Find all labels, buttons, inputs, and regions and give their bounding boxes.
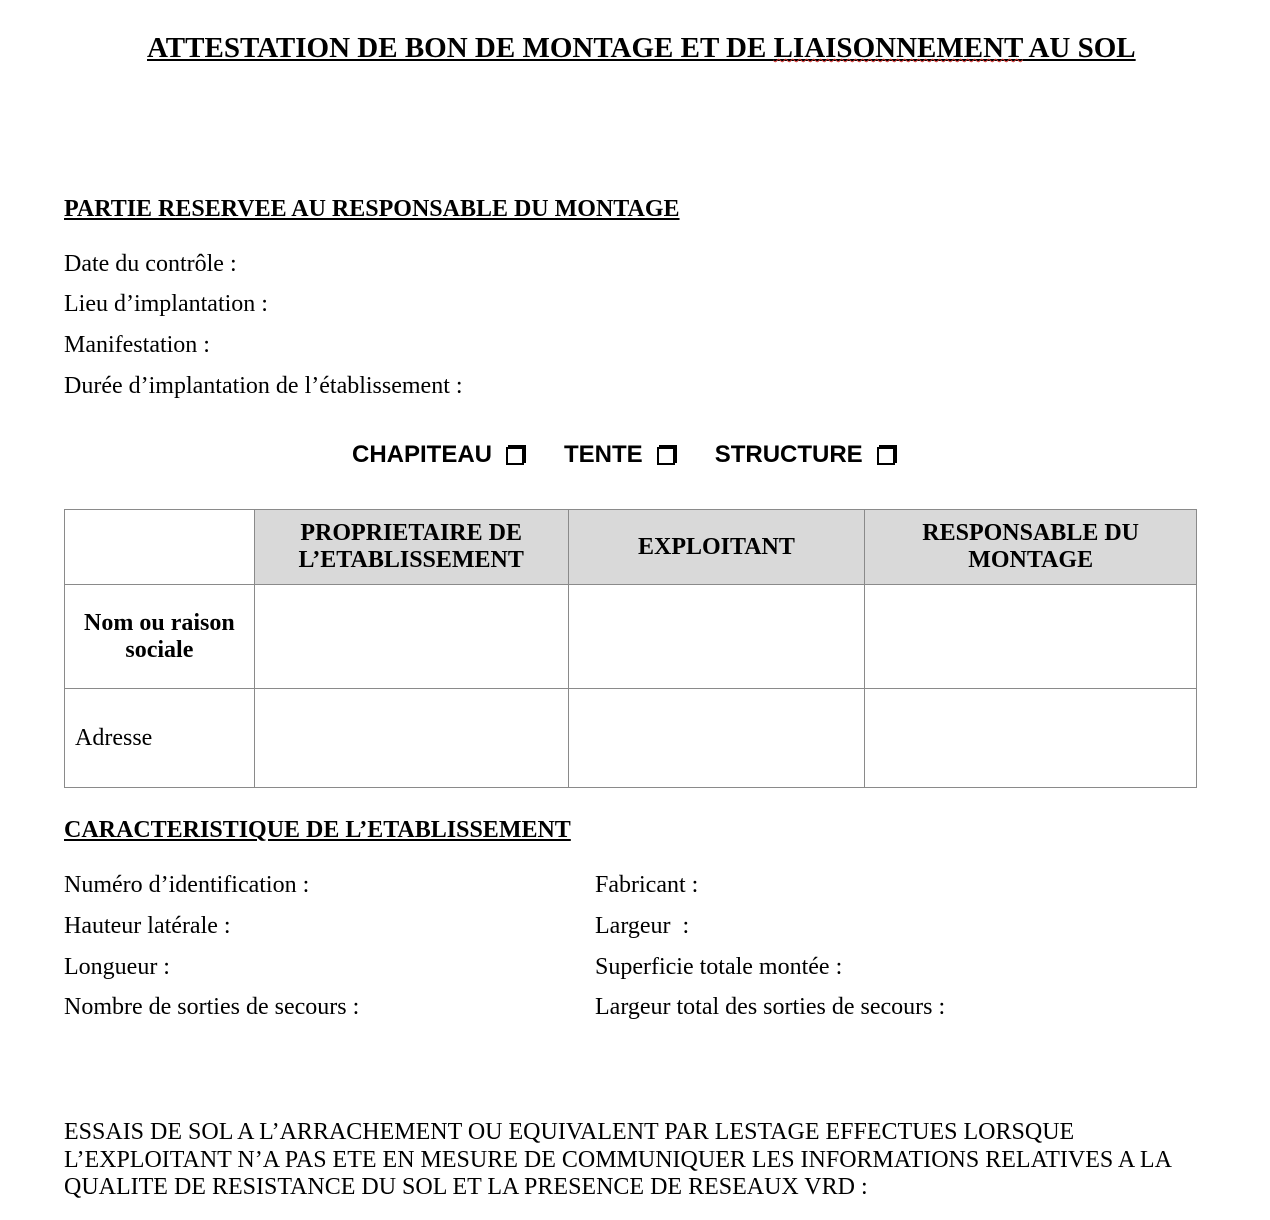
- field-largeur[interactable]: Largeur :: [595, 913, 690, 939]
- type-option-chapiteau[interactable]: [352, 441, 524, 469]
- row-label-adresse: Adresse: [65, 689, 255, 788]
- type-option-tente[interactable]: [564, 441, 675, 469]
- field-largeur-sorties[interactable]: Largeur total des sorties de secours :: [595, 994, 946, 1020]
- field-duree-implantation[interactable]: Durée d’implantation de l’établissement :: [64, 373, 463, 399]
- checkbox-icon[interactable]: [877, 447, 895, 465]
- field-numero-identification[interactable]: Numéro d’identification :: [64, 872, 310, 898]
- field-nombre-sorties[interactable]: Nombre de sorties de secours :: [64, 994, 360, 1020]
- checkbox-icon[interactable]: [506, 447, 524, 465]
- type-label-structure: STRUCTURE: [714, 441, 863, 468]
- field-lieu-implantation[interactable]: Lieu d’implantation :: [64, 291, 268, 317]
- table-cell[interactable]: [865, 585, 1197, 689]
- table-cell[interactable]: [568, 585, 865, 689]
- field-longueur[interactable]: Longueur :: [64, 954, 170, 980]
- checkbox-icon[interactable]: [657, 447, 675, 465]
- section-heading-montage: PARTIE RESERVEE AU RESPONSABLE DU MONTAGE: [64, 196, 680, 222]
- title-misspelled-word[interactable]: LIAISONNEMENT: [773, 32, 1023, 64]
- table-cell[interactable]: [254, 689, 568, 788]
- field-hauteur-laterale[interactable]: Hauteur latérale :: [64, 913, 231, 939]
- table-header-proprietaire: PROPRIETAIRE DE L’ETABLISSEMENT: [254, 510, 568, 585]
- table-cell[interactable]: [568, 689, 865, 788]
- section-heading-caracteristique: CARACTERISTIQUE DE L’ETABLISSEMENT: [64, 817, 571, 843]
- type-option-structure[interactable]: [715, 441, 895, 469]
- table-header-exploitant: EXPLOITANT: [568, 510, 865, 585]
- type-label-chapiteau: CHAPITEAU: [352, 441, 493, 468]
- table-row: [65, 585, 1197, 689]
- document-title: [147, 32, 1136, 65]
- title-part-1: ATTESTATION DE BON DE MONTAGE ET DE: [147, 32, 774, 64]
- essais-paragraph: ESSAIS DE SOL A L’ARRACHEMENT OU EQUIVALENT PAR LESTAGE EFFECTUES LORSQUE L’EXPLOITANT N’A PAS ETE EN MESURE DE COMMUNIQUER LES INFORMATIONS RELATIVES A LA QUALITE DE RESISTANCE DU SOL ET LA PRESENCE DE RESEAUX VRD :: [64, 1119, 1171, 1200]
- row-label-nom: Nom ou raison sociale: [65, 585, 255, 689]
- table-header-row: [65, 510, 1197, 585]
- table-cell[interactable]: [254, 585, 568, 689]
- field-date-controle[interactable]: Date du contrôle :: [64, 251, 237, 277]
- type-label-tente: TENTE: [564, 441, 643, 468]
- table-header-empty: [65, 510, 255, 585]
- table-row: [65, 689, 1197, 788]
- parties-table: [64, 509, 1197, 788]
- type-selector: [352, 441, 895, 469]
- field-superficie[interactable]: Superficie totale montée :: [595, 954, 843, 980]
- field-fabricant[interactable]: Fabricant :: [595, 872, 699, 898]
- table-header-responsable: RESPONSABLE DU MONTAGE: [865, 510, 1197, 585]
- field-manifestation[interactable]: Manifestation :: [64, 332, 210, 358]
- table-cell[interactable]: [865, 689, 1197, 788]
- title-part-2: AU SOL: [1022, 32, 1136, 64]
